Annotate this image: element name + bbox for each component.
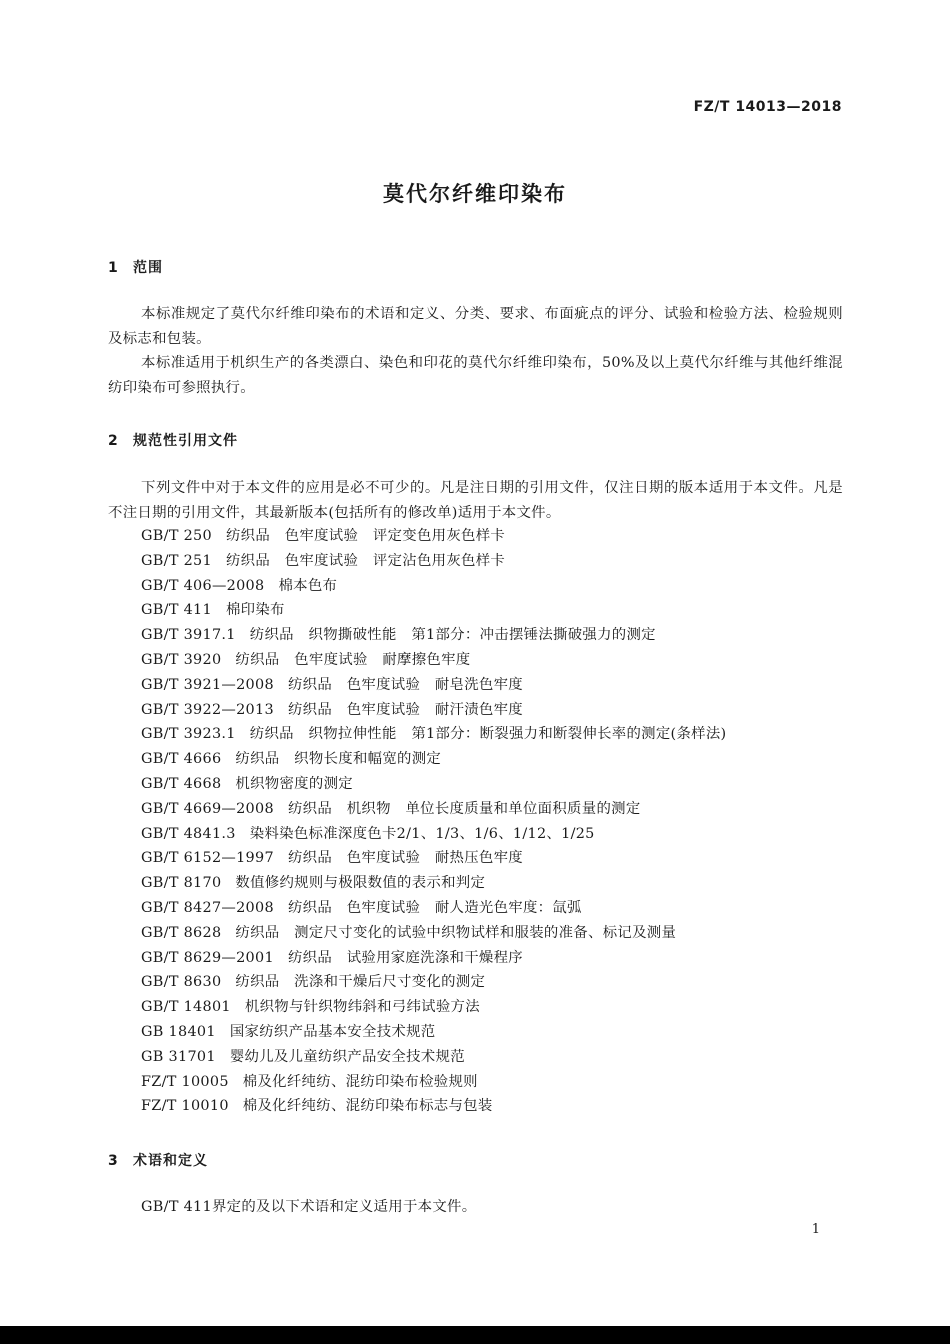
section-heading-normative-references bbox=[108, 430, 238, 450]
reference-code: GB/T 6152—1997 bbox=[141, 850, 274, 867]
scope-paragraph-2: 本标准适用于机织生产的各类漂白、染色和印花的莫代尔纤维印染布，50%及以上莫代尔纤维与其他纤维混纺印染布可参照执行。 bbox=[108, 355, 843, 396]
section-title: 术语和定义 bbox=[133, 1153, 208, 1169]
reference-title: 染料染色标准深度色卡2/1、1/3、1/6、1/12、1/25 bbox=[249, 825, 595, 842]
reference-code: GB/T 3923.1 bbox=[141, 726, 236, 743]
reference-title: 纺织品 色牢度试验 耐汗渍色牢度 bbox=[287, 701, 523, 718]
reference-code: GB/T 8170 bbox=[141, 875, 222, 892]
scope-paragraph-1: 本标准规定了莫代尔纤维印染布的术语和定义、分类、要求、布面疵点的评分、试验和检验方法、检验规则及标志和包装。 bbox=[108, 306, 843, 347]
reference-code: GB/T 3917.1 bbox=[141, 627, 236, 644]
reference-code: GB 18401 bbox=[141, 1023, 216, 1040]
reference-code: GB/T 406—2008 bbox=[141, 577, 265, 594]
reference-title: 纺织品 测定尺寸变化的试验中织物试样和服装的准备、标记及测量 bbox=[235, 924, 677, 941]
reference-item bbox=[141, 921, 726, 946]
reference-code: GB/T 14801 bbox=[141, 999, 231, 1016]
reference-code: GB/T 4841.3 bbox=[141, 825, 236, 842]
reference-title: 棉印染布 bbox=[225, 602, 285, 619]
page-bottom-border bbox=[0, 1326, 950, 1344]
reference-title: 纺织品 机织物 单位长度质量和单位面积质量的测定 bbox=[287, 800, 641, 817]
reference-item bbox=[141, 822, 726, 847]
reference-item bbox=[141, 574, 726, 599]
reference-title: 婴幼儿及儿童纺织产品安全技术规范 bbox=[229, 1048, 465, 1065]
section-number: 1 bbox=[108, 260, 119, 276]
reference-title: 棉本色布 bbox=[278, 577, 338, 594]
reference-item bbox=[141, 846, 726, 871]
reference-code: GB/T 3920 bbox=[141, 651, 222, 668]
reference-code: GB/T 250 bbox=[141, 528, 212, 544]
reference-title: 纺织品 织物拉伸性能 第1部分：断裂强力和断裂伸长率的测定(条样法) bbox=[249, 726, 727, 743]
reference-title: 机织物与针织物纬斜和弓纬试验方法 bbox=[244, 999, 480, 1016]
reference-list bbox=[141, 524, 726, 1119]
reference-item bbox=[141, 1020, 726, 1045]
reference-code: GB 31701 bbox=[141, 1048, 216, 1065]
reference-title: 纺织品 色牢度试验 评定沾色用灰色样卡 bbox=[225, 552, 506, 569]
reference-item bbox=[141, 1045, 726, 1070]
reference-item bbox=[141, 722, 726, 747]
reference-code: FZ/T 10005 bbox=[141, 1073, 229, 1090]
reference-item bbox=[141, 747, 726, 772]
section-number: 3 bbox=[108, 1153, 119, 1169]
section-title: 范围 bbox=[133, 260, 163, 276]
reference-code: GB/T 8427—2008 bbox=[141, 899, 274, 916]
terms-paragraph: GB/T 411界定的及以下术语和定义适用于本文件。 bbox=[141, 1199, 477, 1215]
reference-item bbox=[141, 598, 726, 623]
reference-code: GB/T 3922—2013 bbox=[141, 701, 274, 718]
reference-title: 纺织品 洗涤和干燥后尺寸变化的测定 bbox=[235, 974, 486, 991]
reference-title: 纺织品 色牢度试验 耐皂洗色牢度 bbox=[287, 676, 523, 693]
reference-title: 机织物密度的测定 bbox=[235, 775, 353, 792]
reference-item bbox=[141, 648, 726, 673]
reference-item bbox=[141, 524, 726, 549]
reference-item bbox=[141, 623, 726, 648]
reference-code: FZ/T 10010 bbox=[141, 1098, 229, 1115]
reference-code: GB/T 4666 bbox=[141, 751, 222, 768]
reference-item bbox=[141, 797, 726, 822]
reference-title: 棉及化纤纯纺、混纺印染布检验规则 bbox=[242, 1073, 478, 1090]
reference-code: GB/T 251 bbox=[141, 552, 212, 569]
reference-code: GB/T 8630 bbox=[141, 974, 222, 991]
reference-code: GB/T 4668 bbox=[141, 775, 222, 792]
reference-item bbox=[141, 946, 726, 971]
reference-item bbox=[141, 549, 726, 574]
reference-item bbox=[141, 995, 726, 1020]
section-number: 2 bbox=[108, 433, 119, 449]
page-number: 1 bbox=[811, 1222, 820, 1237]
section-heading-scope bbox=[108, 257, 163, 277]
reference-item bbox=[141, 970, 726, 995]
section-title: 规范性引用文件 bbox=[133, 433, 238, 449]
references-intro-paragraph: 下列文件中对于本文件的应用是必不可少的。凡是注日期的引用文件，仅注日期的版本适用于本文件。凡是不注日期的引用文件，其最新版本(包括所有的修改单)适用于本文件。 bbox=[108, 480, 843, 521]
reference-item bbox=[141, 896, 726, 921]
reference-title: 数值修约规则与极限数值的表示和判定 bbox=[235, 875, 486, 892]
reference-code: GB/T 411 bbox=[141, 602, 212, 619]
document-title: 莫代尔纤维印染布 bbox=[383, 182, 567, 206]
reference-code: GB/T 8628 bbox=[141, 924, 222, 941]
reference-title: 纺织品 色牢度试验 耐人造光色牢度：氙弧 bbox=[287, 899, 582, 916]
reference-item bbox=[141, 1094, 726, 1119]
reference-title: 纺织品 色牢度试验 耐摩擦色牢度 bbox=[235, 651, 471, 668]
reference-item bbox=[141, 1070, 726, 1095]
reference-item bbox=[141, 698, 726, 723]
reference-title: 棉及化纤纯纺、混纺印染布标志与包装 bbox=[242, 1098, 493, 1115]
reference-title: 纺织品 色牢度试验 评定变色用灰色样卡 bbox=[225, 528, 506, 544]
reference-code: GB/T 4669—2008 bbox=[141, 800, 274, 817]
reference-title: 纺织品 试验用家庭洗涤和干燥程序 bbox=[287, 949, 523, 966]
reference-item bbox=[141, 871, 726, 896]
reference-title: 国家纺织产品基本安全技术规范 bbox=[229, 1023, 436, 1040]
reference-title: 纺织品 色牢度试验 耐热压色牢度 bbox=[287, 850, 523, 867]
reference-title: 纺织品 织物长度和幅宽的测定 bbox=[235, 751, 442, 768]
reference-item bbox=[141, 772, 726, 797]
section-heading-terms-and-definitions bbox=[108, 1150, 208, 1170]
standard-code: FZ/T 14013—2018 bbox=[693, 99, 842, 115]
reference-code: GB/T 8629—2001 bbox=[141, 949, 274, 966]
reference-title: 纺织品 织物撕破性能 第1部分：冲击摆锤法撕破强力的测定 bbox=[249, 627, 656, 644]
reference-code: GB/T 3921—2008 bbox=[141, 676, 274, 693]
reference-item bbox=[141, 673, 726, 698]
